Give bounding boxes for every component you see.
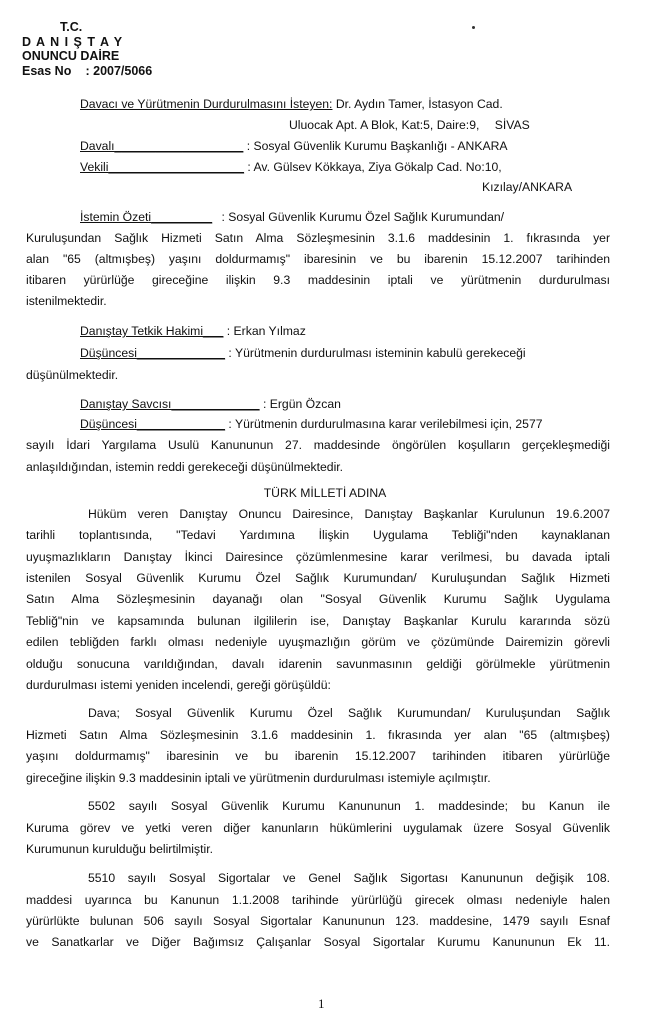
body-line: uyuşmazlıkların Danıştay İkinci Dairesince çözümlenmesine karar verilmesi, bu davada iptali <box>26 550 610 564</box>
body-line: olduğu sonucuna varıldığından, davalı idarenin savunmasının geldiği görülmekle yürütmenin <box>26 657 610 671</box>
judge-opinion-row <box>80 346 610 360</box>
page-number: 1 <box>318 996 325 1011</box>
prosecutor-opinion-line-2: sayılı İdari Yargılama Usulü Kanununun 27. maddesinde öngörülen koşulların gerçekleşmediği <box>26 438 610 452</box>
case-number-label: Esas No <box>22 63 72 78</box>
attorney-city: Kızılay/ANKARA <box>482 180 573 194</box>
summary-line-3: alan "65 (altmışbeş) yaşını doldurmamış" ibaresinin ve bu ibarenin 15.12.2007 tarihinden <box>26 252 610 266</box>
body-line: maddesi uyarınca bu Kanunun 1.1.2008 tarihinde yürürlüğü girecek olması nedeniyle halen <box>26 893 610 907</box>
attorney-blank: ____________________ <box>108 160 245 174</box>
judge-name: : Erkan Yılmaz <box>226 324 306 338</box>
case-number-value: : 2007/5066 <box>85 63 153 78</box>
body-line: Kurumunun kurulduğu belirtilmiştir. <box>26 842 213 856</box>
attorney-label: Vekili <box>80 160 109 174</box>
court-name: D A N I Ş T A Y <box>22 34 124 49</box>
plaintiff-city: SİVAS <box>494 118 530 132</box>
prosecutor-opinion-label: Düşüncesi <box>80 417 137 431</box>
judge-opinion-label: Düşüncesi <box>80 346 137 360</box>
defendant-blank: ___________________ <box>114 139 244 153</box>
prosecutor-label: Danıştay Savcısı <box>80 397 172 411</box>
judge-opinion-blank: _____________ <box>136 346 226 360</box>
plaintiff-address: Uluocak Apt. A Blok, Kat:5, Daire:9, <box>289 118 480 132</box>
case-number-row <box>22 64 152 79</box>
summary-line-5: istenilmektedir. <box>26 294 107 308</box>
body-line: gireceğine ilişkin 9.3 maddesinin iptali ve yürütmenin durdurulması istemiyle açılmıştır. <box>26 771 491 785</box>
plaintiff-name: Dr. Aydın Tamer, İstasyon Cad. <box>335 97 503 111</box>
plaintiff-label: Davacı ve Yürütmenin Durdurulmasını İsteyen: <box>80 97 333 111</box>
body-line: durdurulması istemi yeniden incelendi, gereği görüşüldü: <box>26 678 331 692</box>
chamber-name: ONUNCU DAİRE <box>22 49 120 63</box>
prosecutor-name: : Ergün Özcan <box>262 397 341 411</box>
body-line: Hüküm veren Danıştay Onuncu Dairesince, Danıştay Başkanlar Kurulunun 19.6.2007 <box>88 507 610 521</box>
defendant-label: Davalı <box>80 139 115 153</box>
body-line: yaşını doldurmamış" ibaresinin ve bu ibarenin 15.12.2007 tarihinden itibaren yürürlüğe <box>26 749 610 763</box>
summary-line-2: Kuruluşundan Sağlık Hizmeti Satın Alma Sözleşmesinin 3.1.6 maddesinin 1. fıkrasında yer <box>26 231 610 245</box>
body-line: Dava; Sosyal Güvenlik Kurumu Özel Sağlık Kurumundan/ Kuruluşundan Sağlık <box>88 706 610 720</box>
body-line: edilen tebliğden farklı olması nedeniyle uyuşmazlığın görüm ve çözümünde Dairemizin görevli <box>26 635 610 649</box>
document-header <box>22 20 152 78</box>
prosecutor-row <box>80 397 341 411</box>
judge-blank: ___ <box>203 324 224 338</box>
body-line: tarihli toplantısında, "Tedavi Yardımına İlişkin Uygulama Tebliği"nden kaynaklanan <box>26 528 610 542</box>
judge-label: Danıştay Tetkik Hakimi <box>80 324 204 338</box>
body-line: 5510 sayılı Sosyal Sigortalar ve Genel Sağlık Sigortası Kanununun değişik 108. <box>88 871 610 885</box>
summary-line-4: itibaren yürürlüğe gireceğine ilişkin 9.3 maddesinin iptali ve yürütmenin durdurulması <box>26 273 610 287</box>
prosecutor-opinion-line-3: anlaşıldığından, istemin reddi gerekeceği düşünülmektedir. <box>26 460 344 474</box>
body-line: yürürlükte bulunan 506 sayılı Sosyal Sigortalar Kanununun 123. maddesine, 1479 sayılı Esnaf <box>26 914 610 928</box>
attorney-value: : Av. Gülsev Kökkaya, Ziya Gökalp Cad. No:10, <box>247 160 502 174</box>
prosecutor-opinion-row <box>80 417 610 431</box>
defendant-row <box>80 139 508 153</box>
body-line: ve Sanatkarlar ve Diğer Bağımsız Çalışanlar Sosyal Sigortalar Kurumu Kanununun Ek 11. <box>26 935 610 949</box>
body-line: Tebliğ"nin ve kapsamında bulunan ilgililerin ise, Danıştay Başkanlar Kurulu kararında sözü <box>26 614 610 628</box>
plaintiff-row <box>80 97 503 111</box>
prosecutor-blank: _____________ <box>171 397 260 411</box>
stray-mark <box>472 26 475 29</box>
summary-row <box>80 210 610 224</box>
summary-line-1: : Sosyal Güvenlik Kurumu Özel Sağlık Kurumundan/ <box>221 210 505 224</box>
tc-label: T.C. <box>60 20 83 34</box>
summary-blank: _________ <box>151 210 213 224</box>
judge-row <box>80 324 306 338</box>
judge-opinion-line-1: : Yürütmenin durdurulması isteminin kabulü gerekeceği <box>228 346 526 360</box>
decision-title: TÜRK MİLLETİ ADINA <box>263 486 387 500</box>
plaintiff-address-row <box>289 118 530 132</box>
body-line: Satın Alma Sözleşmesinin dayanağı olan "Sosyal Güvenlik Kurumu Sağlık Uygulama <box>26 592 610 606</box>
body-line: istenilen Sosyal Güvenlik Kurumu Özel Sağlık Kurumundan/ Kuruluşundan Sağlık Hizmeti <box>26 571 610 585</box>
summary-label: İstemin Özeti <box>80 210 152 224</box>
judge-opinion-line-2: düşünülmektedir. <box>26 368 119 382</box>
attorney-row <box>80 160 502 174</box>
defendant-value: : Sosyal Güvenlik Kurumu Başkanlığı - ANKARA <box>246 139 508 153</box>
body-line: Hizmeti Satın Alma Sözleşmesinin 3.1.6 maddesinin 1. fıkrasında yer alan "65 (altmışbeş) <box>26 728 610 742</box>
body-line: 5502 sayılı Sosyal Güvenlik Kurumu Kanununun 1. maddesinde; bu Kanun ile <box>88 799 610 813</box>
prosecutor-opinion-blank: _____________ <box>136 417 226 431</box>
body-line: Kuruma görev ve yetki veren diğer kanunların hükümlerini uygulamak üzere Sosyal Güvenlik <box>26 821 610 835</box>
prosecutor-opinion-line-1: : Yürütmenin durdurulmasına karar verilebilmesi için, 2577 <box>228 417 543 431</box>
